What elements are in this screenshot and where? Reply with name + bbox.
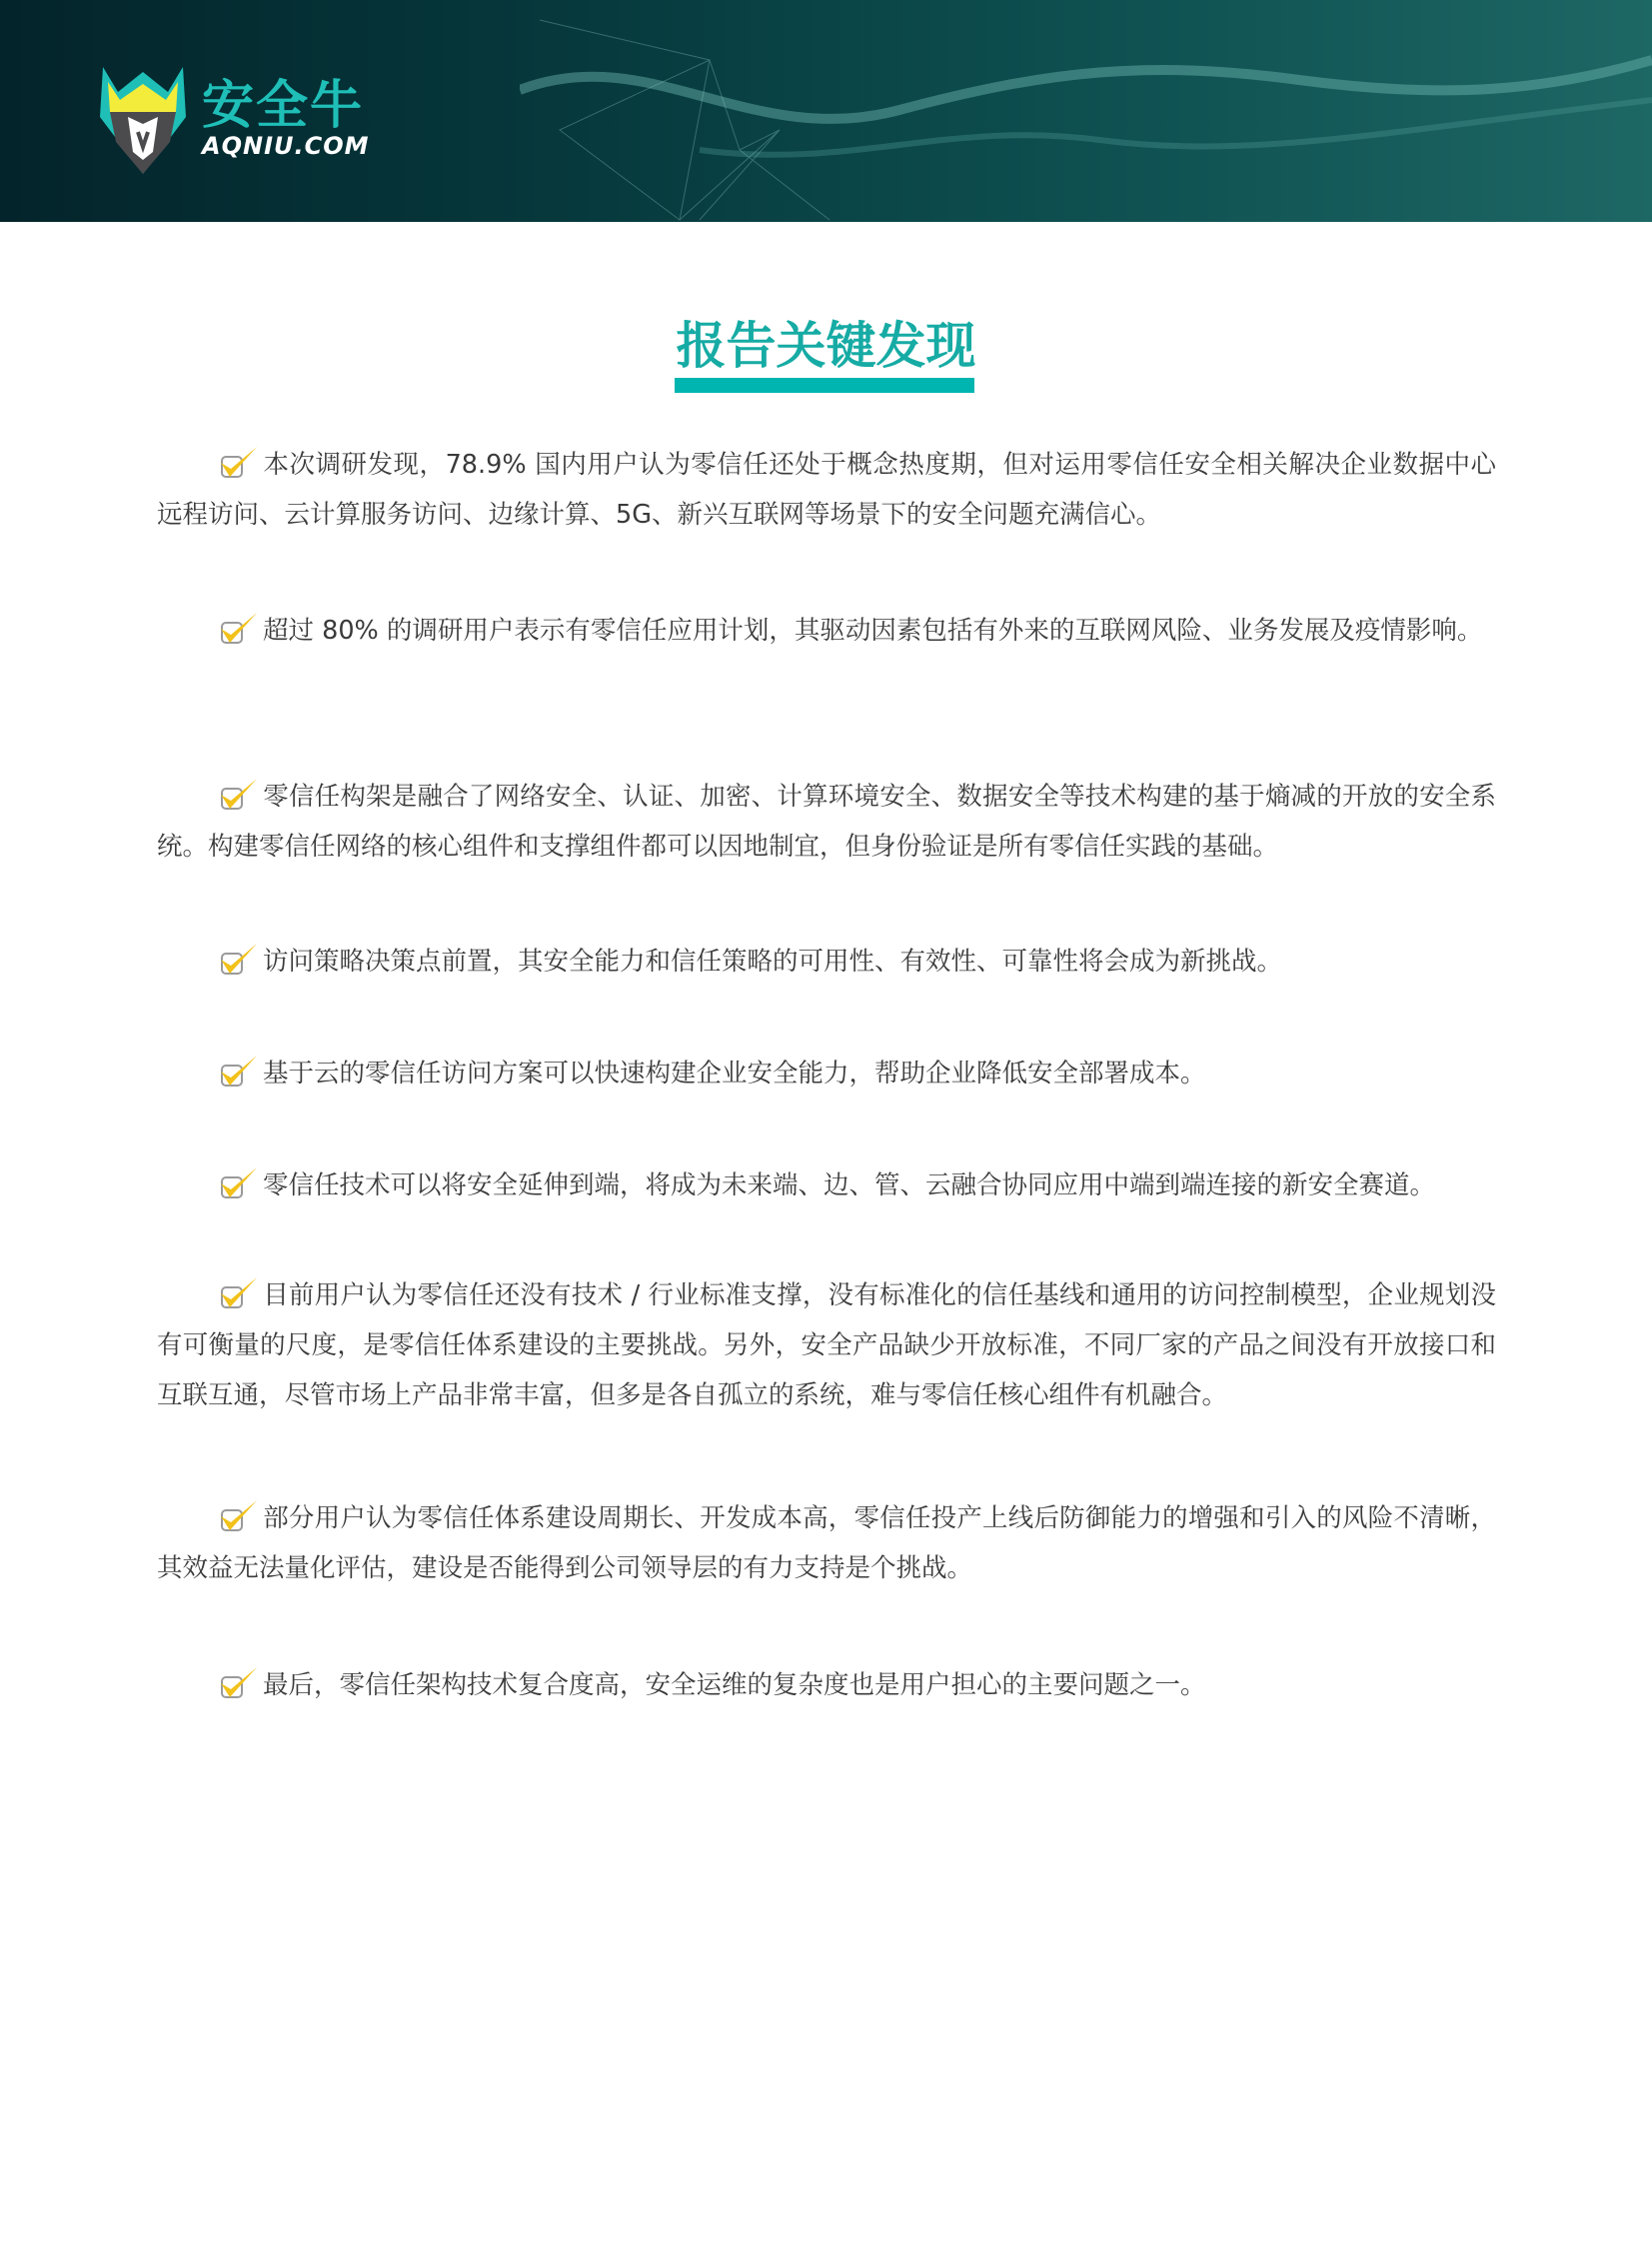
finding-text: 访问策略决策点前置，其安全能力和信任策略的可用性、有效性、可靠性将会成为新挑战。: [263, 947, 1283, 977]
finding-item: [157, 440, 1496, 540]
checkmark-icon: [219, 1498, 259, 1534]
header-banner: [0, 0, 1652, 222]
title-underline: [675, 378, 974, 393]
finding-text: 基于云的零信任访问方案可以快速构建企业安全能力，帮助企业降低安全部署成本。: [263, 1059, 1206, 1089]
finding-text: 零信任构架是融合了网络安全、认证、加密、计算环境安全、数据安全等技术构建的基于熵减的开放的安全系统。构建零信任网络的核心组件和支撑组件都可以因地制宜，但身份验证是所有零信任实践的基础。: [157, 782, 1496, 862]
checkmark-icon: [219, 445, 259, 481]
finding-item: [157, 937, 1496, 987]
checkmark-icon: [219, 1275, 259, 1311]
finding-item: [157, 772, 1496, 872]
checkmark-icon: [219, 1665, 259, 1701]
finding-item: [157, 1049, 1496, 1099]
checkmark-icon: [219, 942, 259, 978]
finding-text: 最后，零信任架构技术复合度高，安全运维的复杂度也是用户担心的主要问题之一。: [263, 1670, 1206, 1700]
checkmark-icon: [219, 1054, 259, 1090]
finding-item: [157, 1160, 1496, 1210]
checkmark-icon: [219, 777, 259, 813]
finding-item: [157, 606, 1496, 656]
checkmark-icon: [219, 1165, 259, 1201]
page-title: 报告关键发现: [676, 317, 976, 375]
finding-text: 目前用户认为零信任还没有技术 / 行业标准支撑，没有标准化的信任基线和通用的访问控制模型，企业规划没有可衡量的尺度，是零信任体系建设的主要挑战。另外，安全产品缺少开放标准，不同厂家的产品之间没有开放接口和互联互通，尽管市场上产品非常丰富，但多是各自孤立的系统，难与零信任核心组件有机融合。: [157, 1280, 1496, 1410]
bull-mascot-icon: [98, 62, 188, 174]
checkmark-icon: [219, 611, 259, 647]
finding-text: 超过 80% 的调研用户表示有零信任应用计划，其驱动因素包括有外来的互联网风险、业务发展及疫情影响。: [263, 616, 1483, 646]
finding-text: 部分用户认为零信任体系建设周期长、开发成本高，零信任投产上线后防御能力的增强和引入的风险不清晰，其效益无法量化评估，建设是否能得到公司领导层的有力支持是个挑战。: [157, 1503, 1496, 1583]
wave-decoration: [520, 0, 1652, 222]
finding-text: 零信任技术可以将安全延伸到端，将成为未来端、边、管、云融合协同应用中端到端连接的新安全赛道。: [263, 1170, 1436, 1200]
brand-name-cn: 安全牛: [202, 76, 365, 136]
brand-name-en: AQNIU.COM: [202, 132, 370, 160]
finding-item: [157, 1660, 1496, 1710]
finding-item: [157, 1493, 1496, 1593]
finding-text: 本次调研发现，78.9% 国内用户认为零信任还处于概念热度期，但对运用零信任安全相关解决企业数据中心远程访问、云计算服务访问、边缘计算、5G、新兴互联网等场景下的安全问题充满信心。: [157, 450, 1496, 530]
brand-logo: [98, 62, 370, 174]
finding-item: [157, 1270, 1496, 1420]
